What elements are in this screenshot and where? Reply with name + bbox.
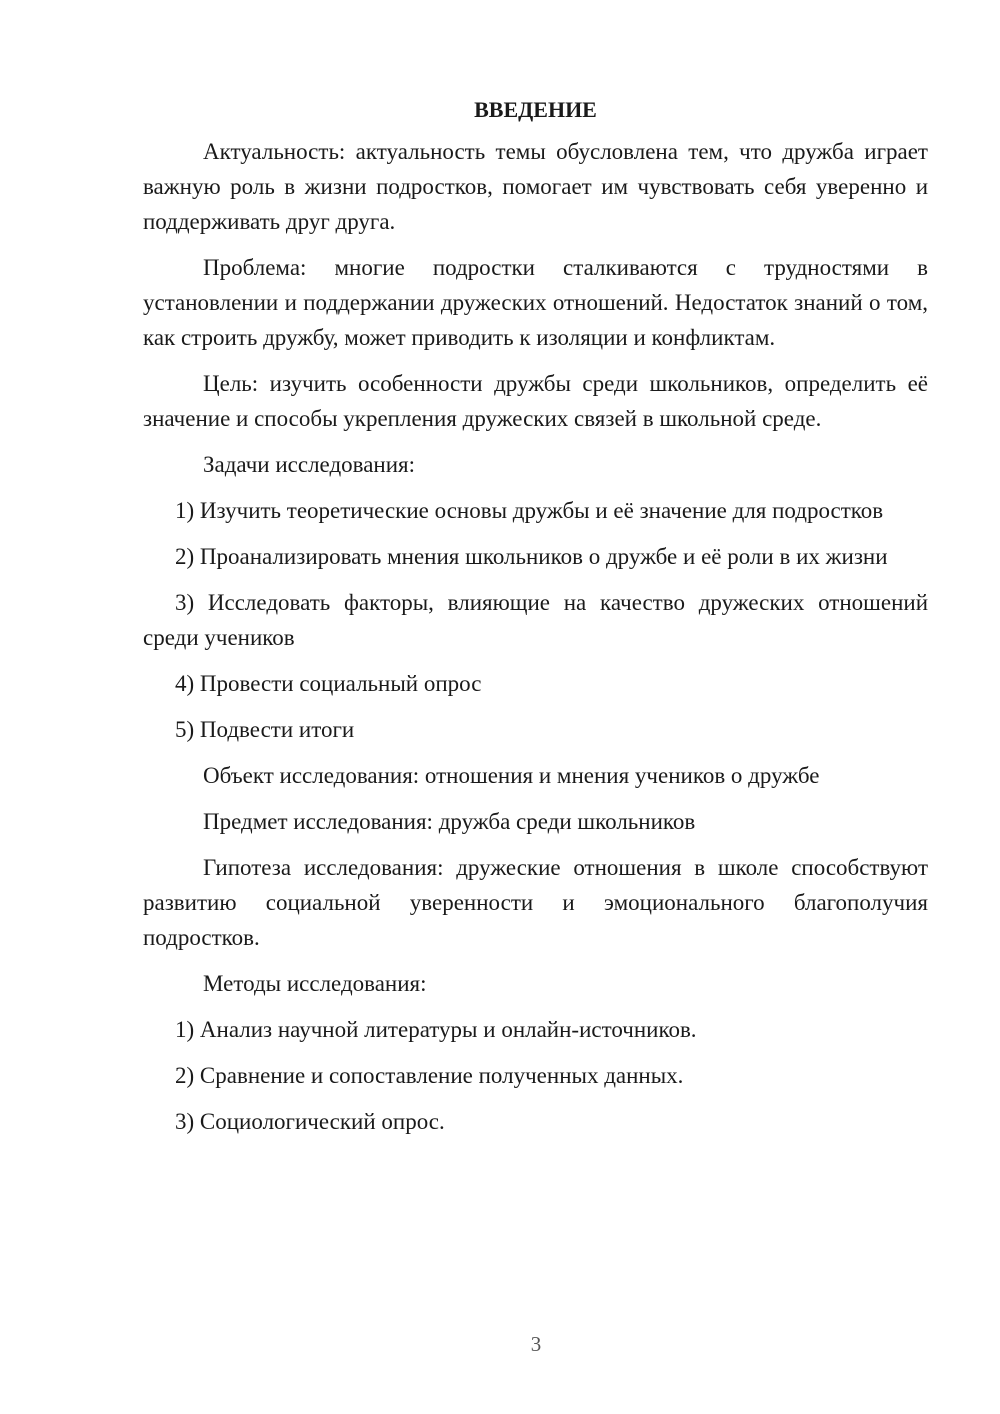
hypothesis-paragraph: Гипотеза исследования: дружеские отношения в школе способствуют развитию социальной уверенности и эмоционального благополучия подростков. (143, 855, 928, 950)
method-item: 3) Социологический опрос. (175, 1109, 445, 1134)
method-item: 2) Сравнение и сопоставление полученных данных. (175, 1063, 684, 1088)
task-item: 1) Изучить теоретические основы дружбы и её значение для подростков (175, 498, 884, 523)
task-item: 4) Провести социальный опрос (175, 671, 482, 696)
task-item: 5) Подвести итоги (175, 717, 355, 742)
object-paragraph: Объект исследования: отношения и мнения учеников о дружбе (203, 763, 820, 788)
problem-paragraph: Проблема: многие подростки сталкиваются с трудностями в установлении и поддержании дружеских отношений. Недостаток знаний о том, как строить дружбу, может приводить к изоляции и конфликтам. (143, 255, 928, 350)
page-number: 3 (530, 1332, 542, 1356)
task-item: 3) Исследовать факторы, влияющие на качество дружеских отношений среди учеников (143, 590, 928, 650)
tasks-heading: Задачи исследования: (203, 452, 416, 477)
page-content (143, 94, 928, 1150)
methods-heading: Методы исследования: (203, 971, 427, 996)
subject-paragraph: Предмет исследования: дружба среди школьников (203, 809, 696, 834)
page-title: ВВЕДЕНИЕ (474, 97, 597, 122)
relevance-paragraph: Актуальность: актуальность темы обусловлена тем, что дружба играет важную роль в жизни подростков, помогает им чувствовать себя уверенно и поддерживать друг друга. (143, 139, 928, 234)
task-item: 2) Проанализировать мнения школьников о дружбе и её роли в их жизни (175, 544, 888, 569)
goal-paragraph: Цель: изучить особенности дружбы среди школьников, определить её значение и способы укрепления дружеских связей в школьной среде. (143, 371, 928, 431)
method-item: 1) Анализ научной литературы и онлайн-источников. (175, 1017, 697, 1042)
